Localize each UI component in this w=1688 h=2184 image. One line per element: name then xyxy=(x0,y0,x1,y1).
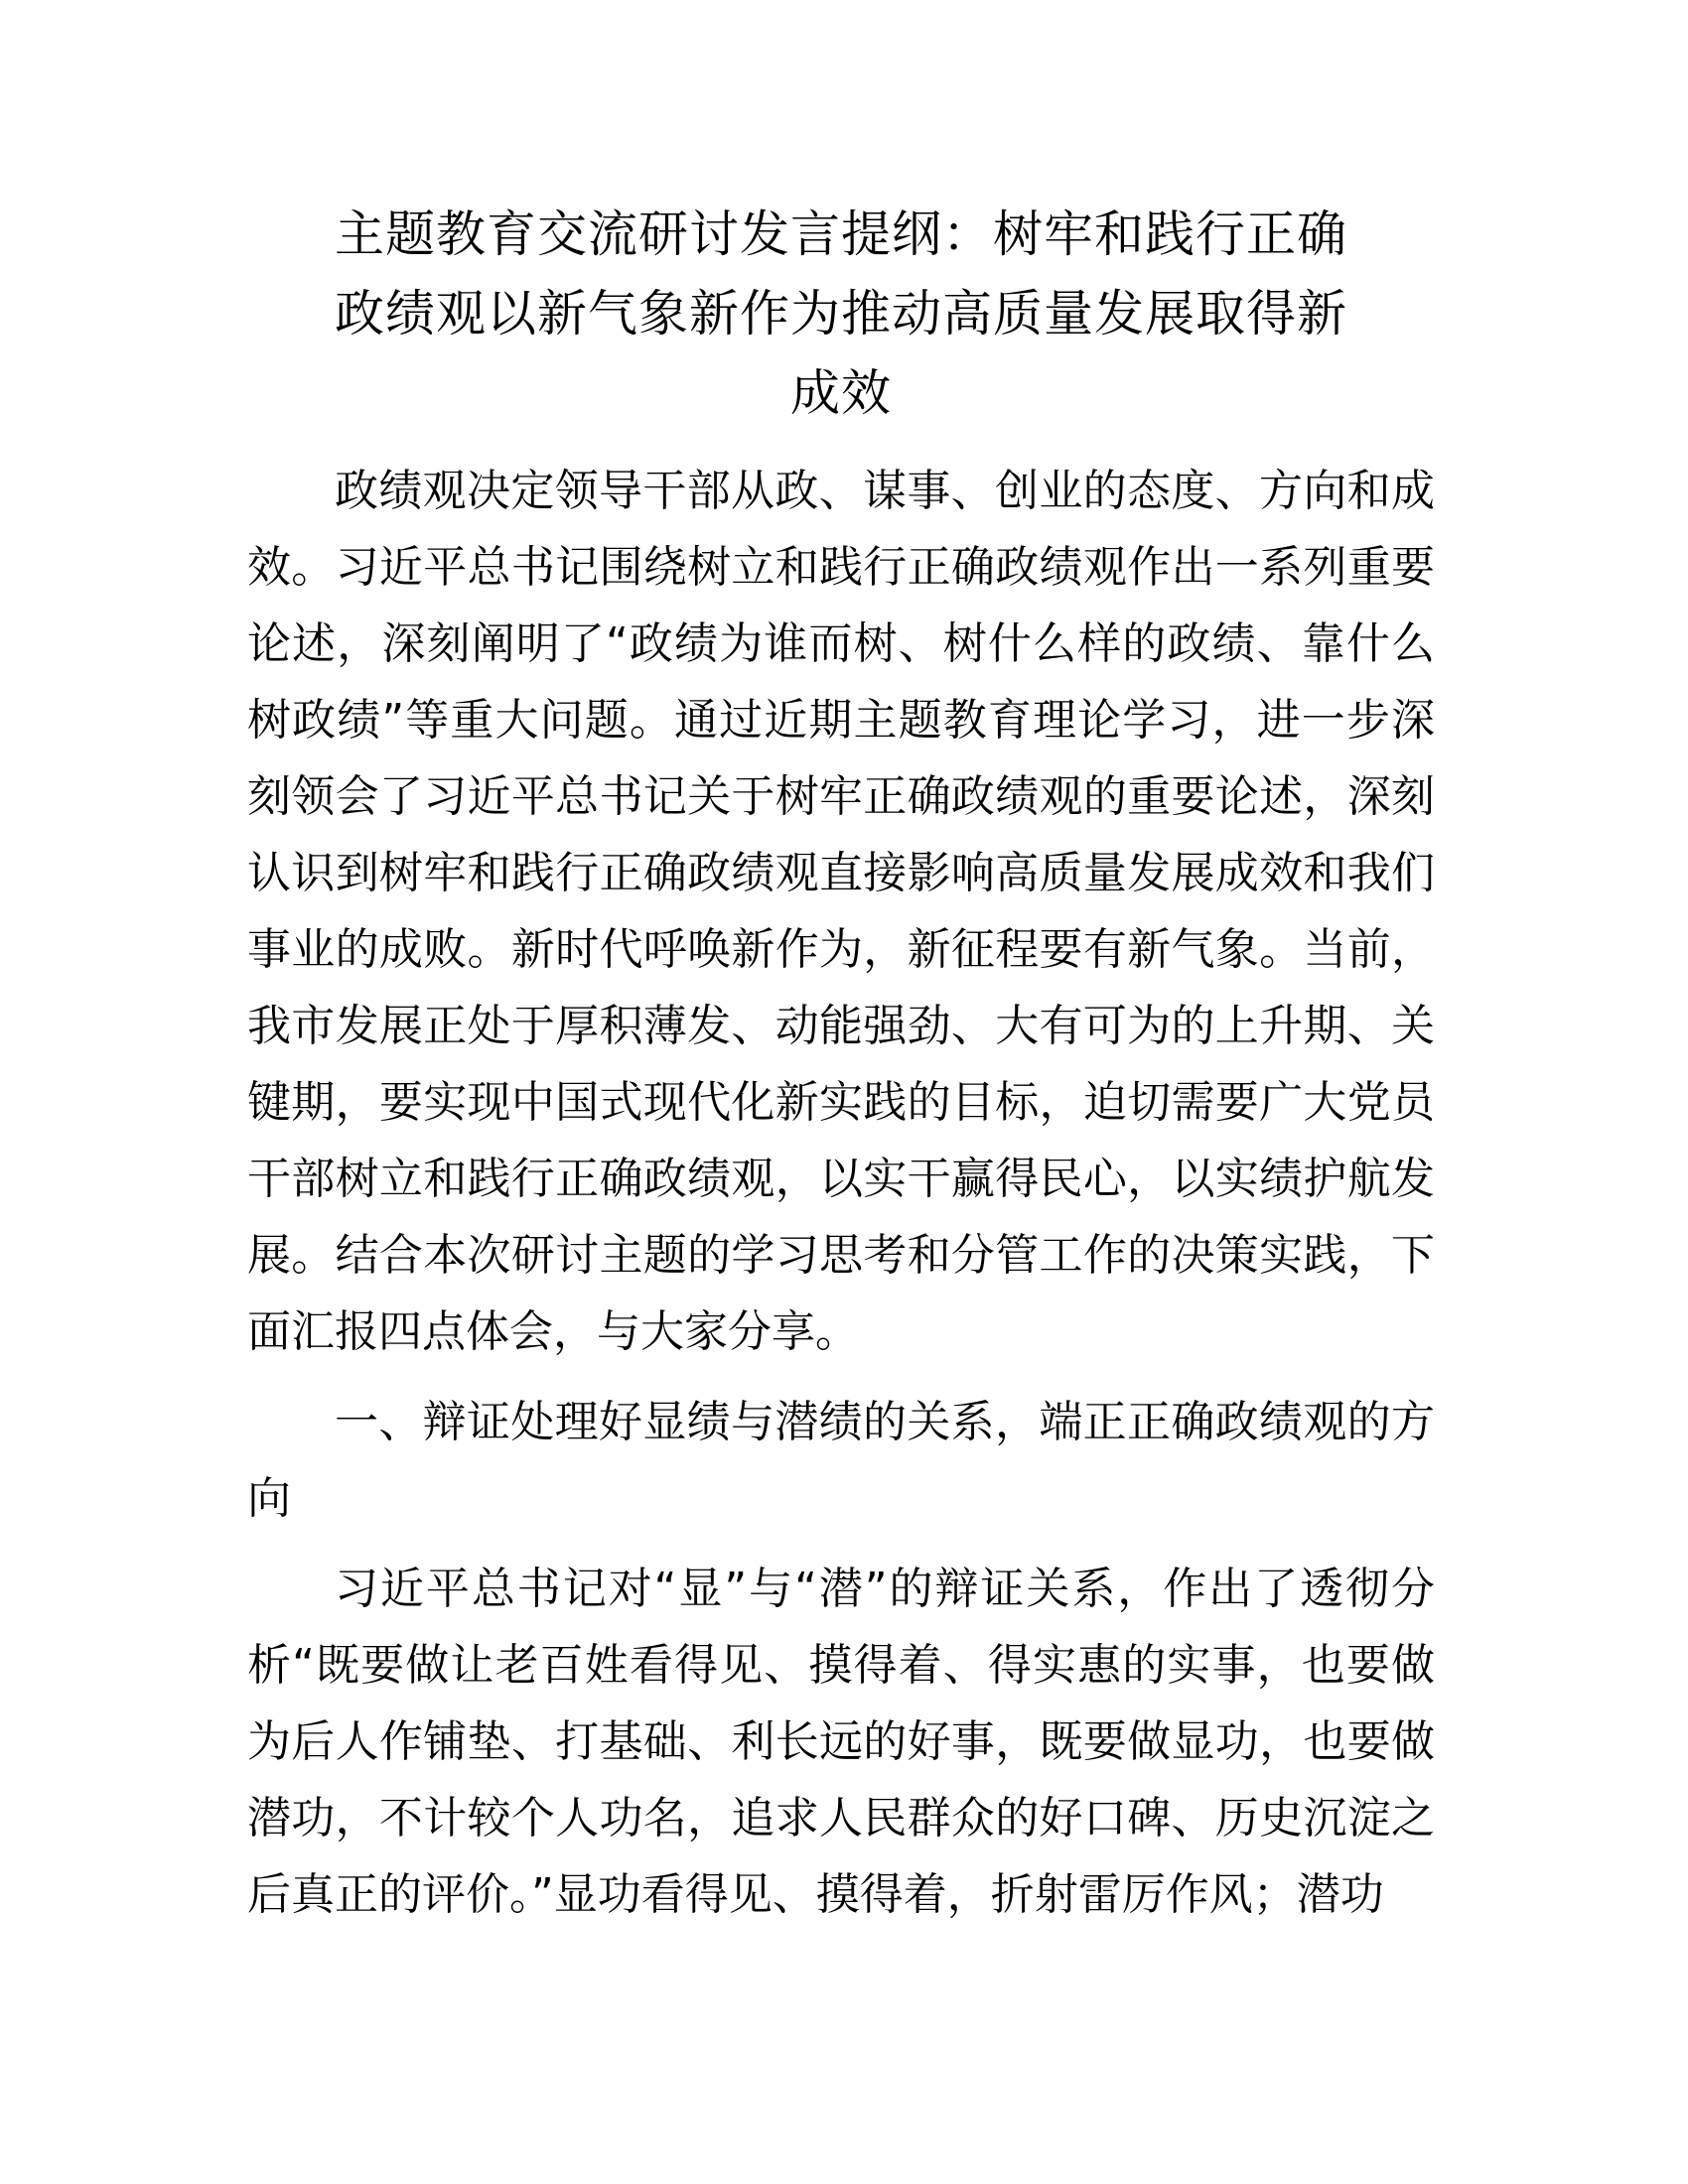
section-heading: 一、辩证处理好显绩与潜绩的关系，端正正确政绩观的方向 xyxy=(247,1397,1435,1524)
document-title xyxy=(247,195,1435,433)
section-paragraph: 习近平总书记对“显”与“潜”的辩证关系，作出了透彻分析“既要做让老百姓看得见、摸得着、得实惠的实事，也要做为后人作铺垫、打基础、利长远的好事，既要做显功，也要做潜功，不计较个人功名，追求人民群众的好口碑、历史沉淀之后真正的评价。”显功看得见、摸得着，折射雷厉作风；潜功 xyxy=(247,1564,1435,1920)
title-line: 政绩观以新气象新作为推动高质量发展取得新 xyxy=(335,285,1347,342)
title-line: 主题教育交流研讨发言提纲：树牢和践行正确 xyxy=(335,205,1347,263)
intro-paragraph: 政绩观决定领导干部从政、谋事、创业的态度、方向和成效。习近平总书记围绕树立和践行正确政绩观作出一系列重要论述，深刻阐明了“政绩为谁而树、树什么样的政绩、靠什么树政绩”等重大问题。通过近期主题教育理论学习，进一步深刻领会了习近平总书记关于树牢正确政绩观的重要论述，深刻认识到树牢和践行正确政绩观直接影响高质量发展成效和我们事业的成败。新时代呼唤新作为，新征程要有新气象。当前，我市发展正处于厚积薄发、动能强劲、大有可为的上升期、关键期，要实现中国式现代化新实践的目标，迫切需要广大党员干部树立和践行正确政绩观，以实干赢得民心，以实绩护航发展。结合本次研讨主题的学习思考和分管工作的决策实践，下面汇报四点体会，与大家分享。 xyxy=(247,466,1435,1357)
title-line: 成效 xyxy=(790,364,892,422)
document-content xyxy=(247,195,1435,1933)
